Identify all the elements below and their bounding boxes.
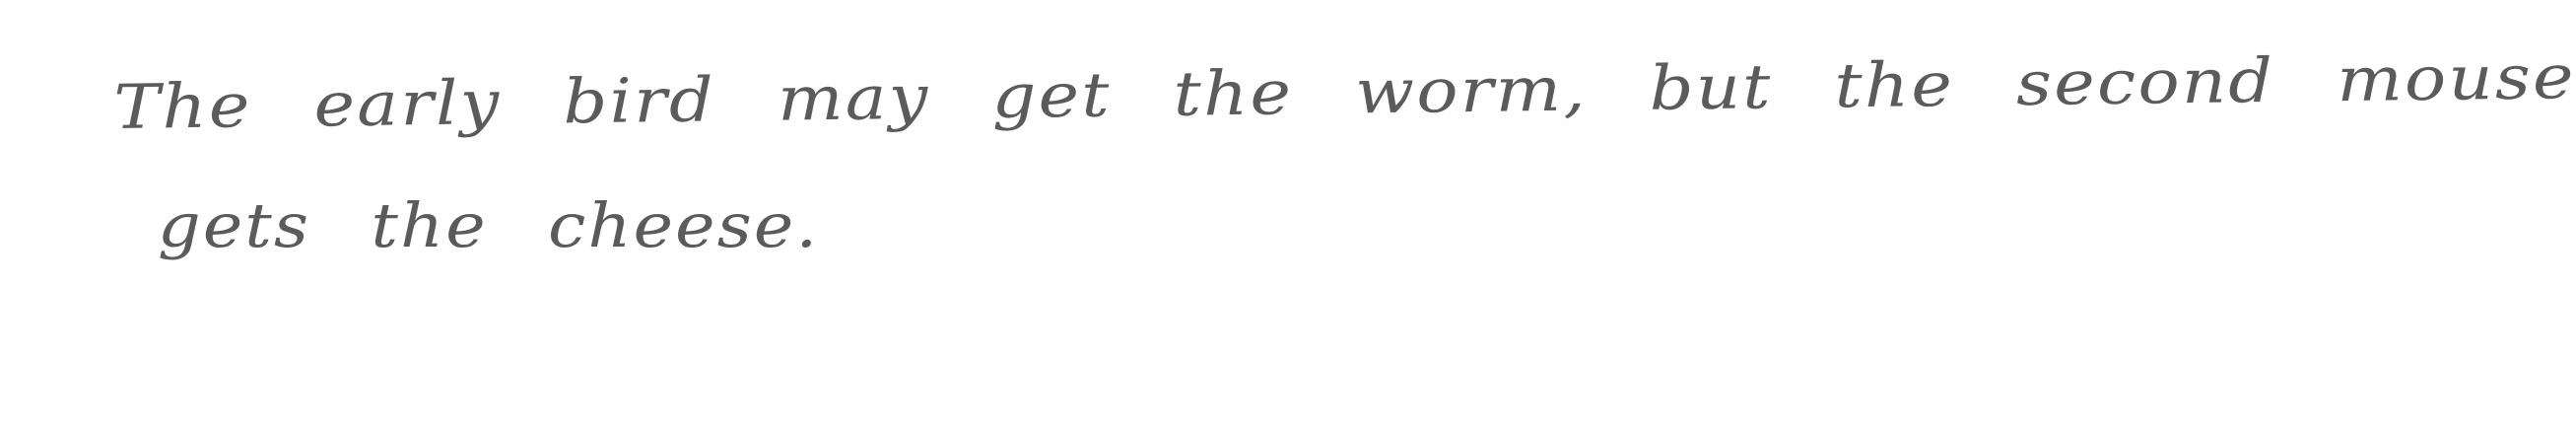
handwritten-line-1: The early bird may get the worm, but the second mouse xyxy=(112,40,2576,143)
handwritten-line-2: gets the cheese. xyxy=(158,189,820,261)
